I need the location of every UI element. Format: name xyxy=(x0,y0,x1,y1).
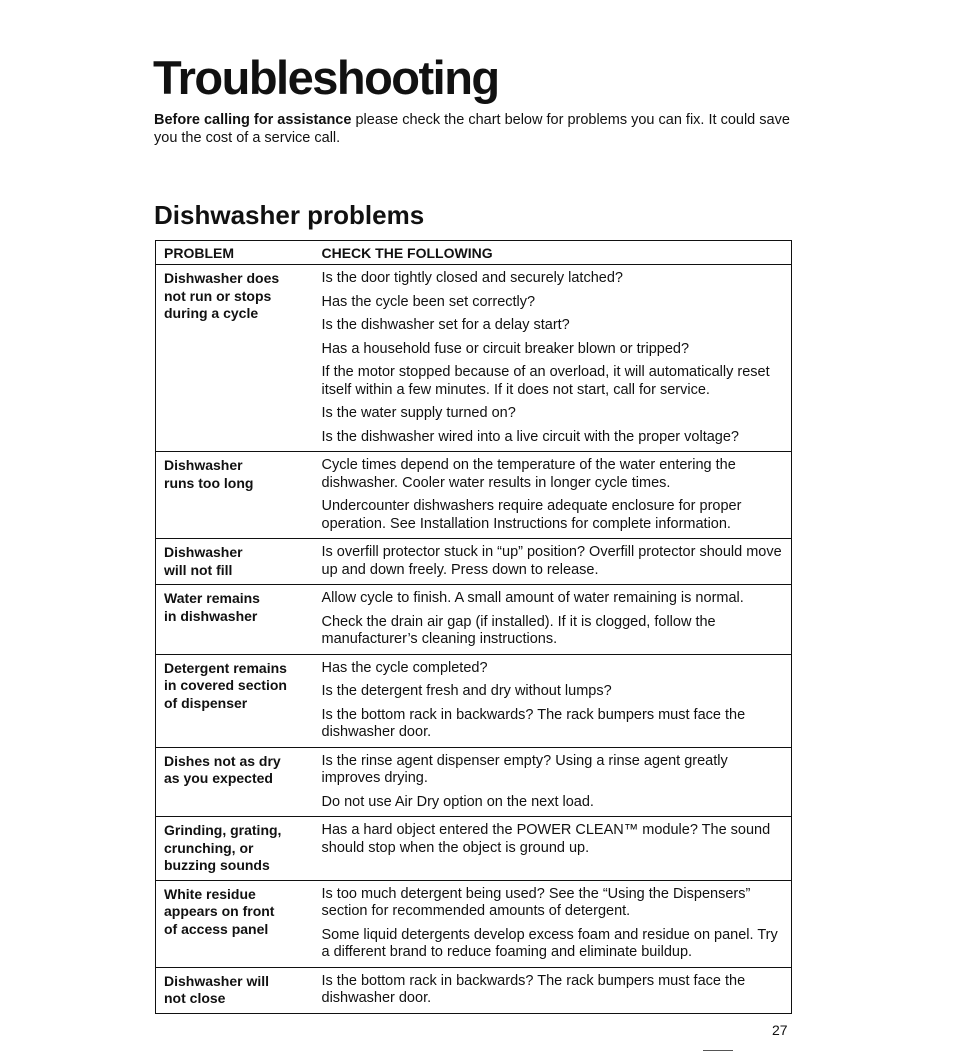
check-item: Is the bottom rack in backwards? The rack bumpers must face the dishwasher door. xyxy=(321,972,746,1006)
table-row xyxy=(156,452,792,539)
table-row xyxy=(156,585,792,655)
problem-cell: Dishes not as dry as you expected xyxy=(156,747,314,817)
check-item: Is the dishwasher wired into a live circuit with the proper voltage? xyxy=(321,428,739,445)
problem-cell: Water remains in dishwasher xyxy=(156,585,314,655)
section-title: Dishwasher problems xyxy=(154,200,425,230)
check-cell xyxy=(314,967,792,1013)
problem-cell: Dishwasher does not run or stops during a cycle xyxy=(156,265,314,452)
check-cell xyxy=(314,452,792,539)
check-item: Do not use Air Dry option on the next load. xyxy=(321,793,594,810)
table-row xyxy=(156,817,792,881)
page-number: 27 xyxy=(772,1022,788,1038)
check-item: Is the dishwasher set for a delay start? xyxy=(321,317,570,333)
problem-cell: Detergent remains in covered section of dispenser xyxy=(156,654,314,747)
intro-text: please check the chart below for problems you can fix. It could save you the cost of a service call. xyxy=(154,112,790,146)
table-row xyxy=(156,539,792,585)
table-row xyxy=(156,747,792,817)
table-body xyxy=(156,265,792,1014)
page-title: Troubleshooting xyxy=(153,51,499,104)
problem-cell: Dishwasher will not fill xyxy=(156,539,314,585)
check-item: Is the detergent fresh and dry without lumps? xyxy=(321,683,612,699)
check-item: Undercounter dishwashers require adequate enclosure for proper operation. See Installation Instructions for complete information. xyxy=(321,498,742,532)
check-cell xyxy=(314,539,792,585)
check-cell xyxy=(314,585,792,655)
check-item: Is overfill protector stuck in “up” position? Overfill protector should move up and down freely. Press down to release. xyxy=(321,544,782,578)
problem-cell: Dishwasher runs too long xyxy=(156,452,314,539)
problem-cell: White residue appears on front of access panel xyxy=(156,880,314,967)
check-item: Cycle times depend on the temperature of the water entering the dishwasher. Cooler water results in longer cycle times. xyxy=(321,457,736,491)
table-row xyxy=(156,265,792,452)
table-row xyxy=(156,967,792,1013)
check-item: Has the cycle been set correctly? xyxy=(321,293,536,310)
check-item: Has a household fuse or circuit breaker blown or tripped? xyxy=(321,340,690,357)
table-row xyxy=(156,880,792,967)
check-cell xyxy=(314,265,792,452)
intro-paragraph xyxy=(154,111,804,147)
check-item: Is the bottom rack in backwards? The rack bumpers must face the dishwasher door. xyxy=(321,706,746,740)
table-row xyxy=(156,654,792,747)
check-item: Is the door tightly closed and securely latched? xyxy=(321,270,623,286)
troubleshooting-table xyxy=(155,240,792,1014)
check-item: Some liquid detergents develop excess foam and residue on panel. Try a different brand to reduce foaming and eliminate buildup. xyxy=(321,926,778,960)
check-cell xyxy=(314,654,792,747)
check-item: Is the rinse agent dispenser empty? Using a rinse agent greatly improves drying. xyxy=(321,752,728,786)
header-problem: PROBLEM xyxy=(156,241,314,265)
footer-rule xyxy=(703,1050,733,1051)
check-item: Check the drain air gap (if installed). If it is clogged, follow the manufacturer’s cleaning instructions. xyxy=(321,613,716,647)
check-item: Is too much detergent being used? See the “Using the Dispensers” section for recommended amounts of detergent. xyxy=(321,885,751,919)
check-cell xyxy=(314,880,792,967)
problem-cell: Grinding, grating, crunching, or buzzing sounds xyxy=(156,817,314,881)
problem-cell: Dishwasher will not close xyxy=(156,967,314,1013)
check-cell xyxy=(314,817,792,881)
header-check: CHECK THE FOLLOWING xyxy=(314,241,792,265)
check-item: If the motor stopped because of an overload, it will automatically reset itself within a few minutes. If it does not start, call for service. xyxy=(321,364,770,398)
check-item: Is the water supply turned on? xyxy=(321,405,516,421)
table-header-row xyxy=(156,241,792,265)
check-cell xyxy=(314,747,792,817)
check-item: Has the cycle completed? xyxy=(321,659,488,676)
intro-bold-lead: Before calling for assistance xyxy=(154,112,352,128)
check-item: Has a hard object entered the POWER CLEAN™ module? The sound should stop when the object is ground up. xyxy=(321,822,771,856)
check-item: Allow cycle to finish. A small amount of water remaining is normal. xyxy=(321,590,744,606)
